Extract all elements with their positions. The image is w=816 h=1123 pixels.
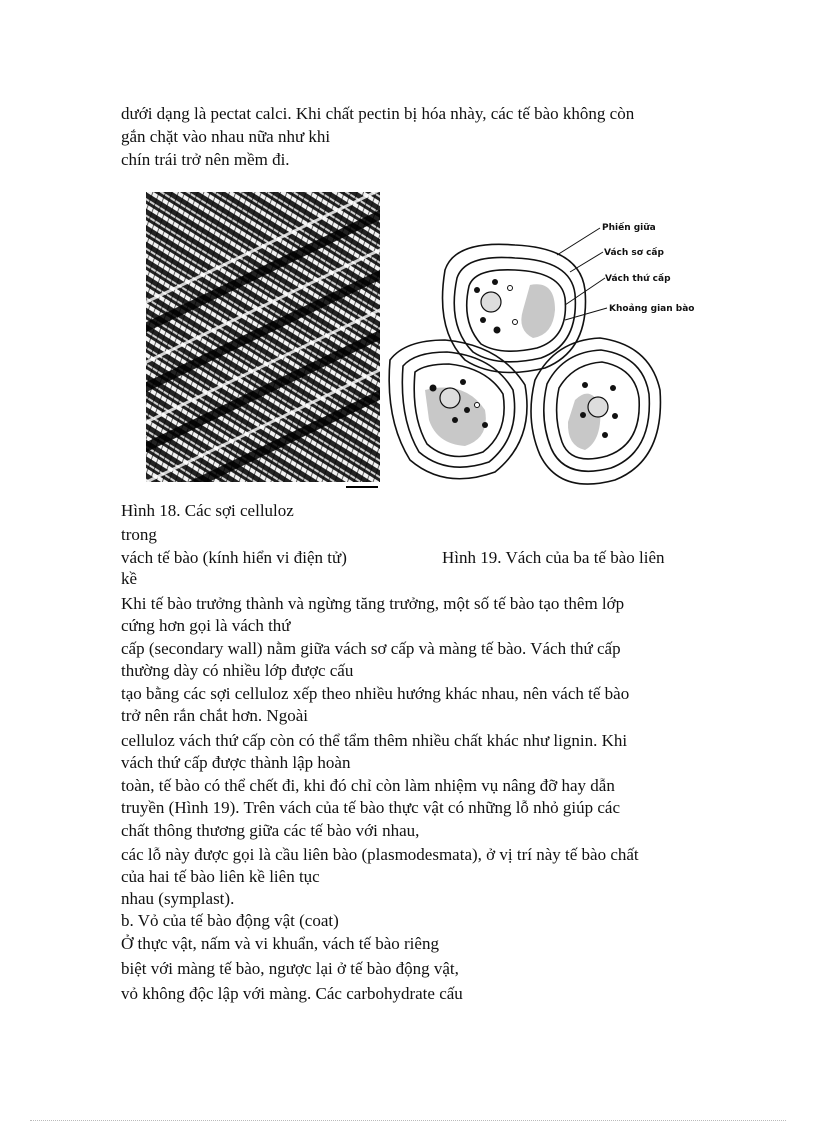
text-line: gắn chặt vào nhau nữa như khi — [121, 127, 331, 146]
text-line: nhau (symplast). — [121, 889, 235, 908]
text-line: thường dày có nhiều lớp được cấu — [121, 661, 354, 680]
caption-fig19: Hình 19. Vách của ba tế bào liên — [442, 548, 665, 567]
text-line: của hai tế bào liên kề liên tục — [121, 867, 320, 886]
text-line: biệt với màng tế bào, ngược lại ở tế bào động vật, — [121, 959, 459, 978]
text-line: vách thứ cấp được thành lập hoàn — [121, 753, 351, 772]
text-line: cấp (secondary wall) nằm giữa vách sơ cấp và màng tế bào. Vách thứ cấp — [121, 639, 621, 658]
text-line: cứng hơn gọi là vách thứ — [121, 616, 291, 635]
caption-fig18: Hình 18. Các sợi celluloz — [121, 501, 294, 520]
label-khoang-gian-bao: Khoảng gian bào — [609, 304, 695, 314]
page-divider — [30, 1120, 786, 1121]
text-line: chín trái trở nên mềm đi. — [121, 150, 290, 169]
caption-fig18: trong — [121, 525, 157, 544]
figure-19-diagram — [385, 210, 705, 495]
text-line: truyền (Hình 19). Trên vách của tế bào thực vật có những lỗ nhỏ giúp các — [121, 798, 621, 817]
section-heading: b. Vỏ của tế bào động vật (coat) — [121, 911, 339, 930]
text-line: chất thông thương giữa các tế bào với nhau, — [121, 821, 420, 840]
figure-18-micrograph — [146, 192, 380, 490]
text-line: celluloz vách thứ cấp còn có thể tẩm thêm nhiều chất khác như lignin. Khi — [121, 731, 628, 750]
label-vach-thu-cap: Vách thứ cấp — [605, 274, 671, 284]
caption-fig19: kề — [121, 569, 138, 588]
text-line: vỏ không độc lập với màng. Các carbohydrate cấu — [121, 984, 463, 1003]
text-line: Ở thực vật, nấm và vi khuẩn, vách tế bào riêng — [121, 934, 439, 953]
caption-fig18: vách tế bào (kính hiển vi điện tử) — [121, 548, 347, 567]
text-line: toàn, tế bào có thể chết đi, khi đó chỉ còn làm nhiệm vụ nâng đỡ hay dẫn — [121, 776, 615, 795]
label-phien-giua: Phiến giữa — [602, 223, 656, 233]
text-line: dưới dạng là pectat calci. Khi chất pectin bị hóa nhày, các tế bào không còn — [121, 104, 635, 123]
text-line: các lỗ này được gọi là cầu liên bào (plasmodesmata), ở vị trí này tế bào chất — [121, 845, 639, 864]
label-vach-so-cap: Vách sơ cấp — [604, 248, 664, 258]
text-line: tạo bằng các sợi celluloz xếp theo nhiều hướng khác nhau, nên vách tế bào — [121, 684, 630, 703]
text-line: Khi tế bào trưởng thành và ngừng tăng trưởng, một số tế bào tạo thêm lớp — [121, 594, 625, 613]
text-line: trở nên rắn chắt hơn. Ngoài — [121, 706, 308, 725]
